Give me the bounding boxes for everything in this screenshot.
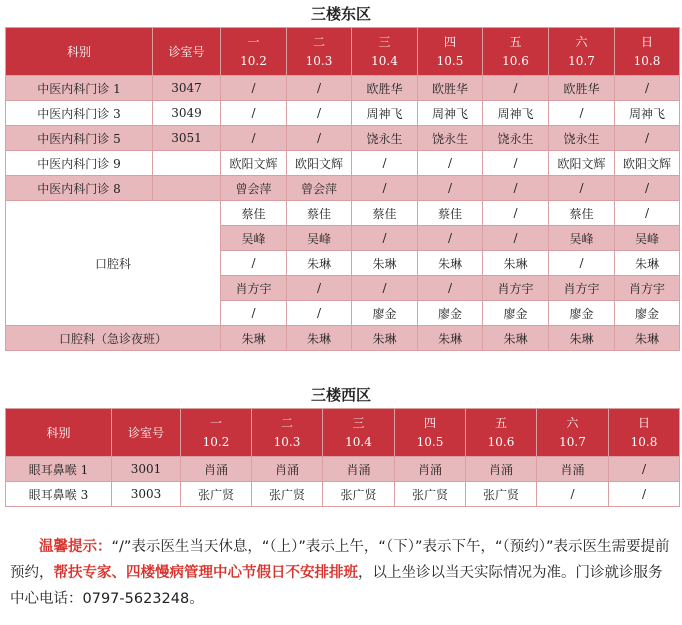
notice-paragraph	[10, 534, 676, 612]
doctor-cell: 欧阳文辉	[549, 151, 615, 176]
doctor-cell: /	[287, 301, 352, 326]
east-section-title: 三楼东区	[310, 5, 371, 23]
doctor-cell: 欧胜华	[352, 76, 418, 101]
table-row	[6, 176, 680, 201]
doctor-cell: /	[221, 126, 287, 151]
doctor-cell: /	[549, 176, 615, 201]
doctor-cell: /	[352, 276, 418, 301]
doctor-cell: 欧阳文辉	[615, 151, 680, 176]
dept-cell: 眼耳鼻喉 3	[6, 482, 112, 507]
room-cell: 3051	[153, 126, 221, 151]
doctor-cell: /	[483, 201, 549, 226]
night-dept-cell: 口腔科（急诊夜班）	[6, 326, 221, 351]
doctor-cell: 朱琳	[221, 326, 287, 351]
doctor-cell: 蔡佳	[287, 201, 352, 226]
day-header: 四 10.5	[418, 28, 483, 76]
doctor-cell: 周神飞	[615, 101, 680, 126]
table-row	[6, 201, 680, 226]
doctor-cell: 吴峰	[287, 226, 352, 251]
doctor-cell: 肖方宇	[615, 276, 680, 301]
room-cell: 3049	[153, 101, 221, 126]
doctor-cell: 肖方宇	[549, 276, 615, 301]
dept-header: 科别	[6, 28, 153, 76]
doctor-cell: 朱琳	[615, 251, 680, 276]
doctor-cell: 欧阳文辉	[287, 151, 352, 176]
doctor-cell: 吴峰	[549, 226, 615, 251]
doctor-cell: 肖方宇	[483, 276, 549, 301]
doctor-cell: 饶永生	[352, 126, 418, 151]
doctor-cell: 欧胜华	[549, 76, 615, 101]
doctor-cell: /	[537, 482, 609, 507]
notice-highlight: 帮扶专家、四楼慢病管理中心节假日不安排排班	[53, 565, 358, 581]
table-row	[6, 101, 680, 126]
doctor-cell: /	[221, 101, 287, 126]
oral-dept-cell: 口腔科	[6, 201, 221, 326]
doctor-cell: 欧胜华	[418, 76, 483, 101]
doctor-cell: 饶永生	[483, 126, 549, 151]
dept-cell: 中医内科门诊 1	[6, 76, 153, 101]
doctor-cell: 朱琳	[287, 326, 352, 351]
doctor-cell: 廖金	[352, 301, 418, 326]
doctor-cell: /	[483, 226, 549, 251]
table-row	[6, 76, 680, 101]
doctor-cell: 蔡佳	[221, 201, 287, 226]
day-header: 六 10.7	[537, 409, 609, 457]
room-cell	[153, 151, 221, 176]
table-row	[6, 326, 680, 351]
day-header: 五 10.6	[466, 409, 537, 457]
doctor-cell: 肖涌	[537, 457, 609, 482]
doctor-cell: /	[615, 76, 680, 101]
doctor-cell: 蔡佳	[549, 201, 615, 226]
room-cell: 3047	[153, 76, 221, 101]
doctor-cell: /	[287, 101, 352, 126]
table-row	[6, 482, 680, 507]
doctor-cell: 廖金	[418, 301, 483, 326]
doctor-cell: 肖涌	[466, 457, 537, 482]
day-header: 二 10.3	[252, 409, 323, 457]
doctor-cell: 肖涌	[323, 457, 395, 482]
table-row	[6, 151, 680, 176]
doctor-cell: 朱琳	[483, 251, 549, 276]
doctor-cell: /	[221, 251, 287, 276]
dept-cell: 中医内科门诊 5	[6, 126, 153, 151]
dept-cell: 眼耳鼻喉 1	[6, 457, 112, 482]
day-header: 五 10.6	[483, 28, 549, 76]
dept-cell: 中医内科门诊 3	[6, 101, 153, 126]
east-schedule-table	[5, 27, 680, 351]
dept-cell: 中医内科门诊 9	[6, 151, 153, 176]
doctor-cell: 朱琳	[418, 251, 483, 276]
doctor-cell: /	[287, 76, 352, 101]
day-header: 六 10.7	[549, 28, 615, 76]
doctor-cell: /	[609, 457, 680, 482]
doctor-cell: /	[352, 226, 418, 251]
doctor-cell: 蔡佳	[418, 201, 483, 226]
doctor-cell: 周神飞	[352, 101, 418, 126]
doctor-cell: /	[287, 126, 352, 151]
doctor-cell: /	[352, 151, 418, 176]
doctor-cell: 朱琳	[287, 251, 352, 276]
notice-label: 温馨提示：	[39, 539, 112, 555]
doctor-cell: /	[418, 276, 483, 301]
doctor-cell: /	[483, 176, 549, 201]
doctor-cell: 周神飞	[483, 101, 549, 126]
west-header-row	[6, 409, 680, 457]
doctor-cell: 肖涌	[395, 457, 466, 482]
doctor-cell: /	[418, 226, 483, 251]
west-section-title: 三楼西区	[310, 386, 371, 404]
room-header: 诊室号	[153, 28, 221, 76]
doctor-cell: 张广贤	[252, 482, 323, 507]
doctor-cell: 张广贤	[181, 482, 252, 507]
doctor-cell: /	[609, 482, 680, 507]
notice-text-end: ，以上坐诊以当天实际情况为准。门诊就诊服务中心电话：0797-5623248。	[10, 565, 663, 607]
doctor-cell: 饶永生	[549, 126, 615, 151]
doctor-cell: 欧阳文辉	[221, 151, 287, 176]
doctor-cell: 朱琳	[418, 326, 483, 351]
room-cell: 3003	[112, 482, 181, 507]
doctor-cell: 廖金	[549, 301, 615, 326]
doctor-cell: /	[221, 76, 287, 101]
day-header: 二 10.3	[287, 28, 352, 76]
doctor-cell: /	[483, 76, 549, 101]
doctor-cell: 朱琳	[615, 326, 680, 351]
doctor-cell: 周神飞	[418, 101, 483, 126]
table-row	[6, 457, 680, 482]
doctor-cell: 朱琳	[549, 326, 615, 351]
east-header-row	[6, 28, 680, 76]
doctor-cell: 朱琳	[352, 251, 418, 276]
doctor-cell: /	[287, 276, 352, 301]
day-header: 三 10.4	[323, 409, 395, 457]
doctor-cell: 曾会萍	[287, 176, 352, 201]
west-schedule-table	[5, 408, 680, 507]
doctor-cell: /	[483, 151, 549, 176]
doctor-cell: 吴峰	[221, 226, 287, 251]
doctor-cell: 蔡佳	[352, 201, 418, 226]
room-cell: 3001	[112, 457, 181, 482]
day-header: 一 10.2	[181, 409, 252, 457]
doctor-cell: 廖金	[615, 301, 680, 326]
day-header: 一 10.2	[221, 28, 287, 76]
doctor-cell: /	[549, 251, 615, 276]
day-header: 日 10.8	[615, 28, 680, 76]
notice-text: “/”表示医生当天休息，“（上）”表示上午，“（下）”表示下午，“（预约）”表示医生需要提前预约，	[10, 539, 670, 581]
doctor-cell: /	[352, 176, 418, 201]
doctor-cell: 张广贤	[466, 482, 537, 507]
day-header: 四 10.5	[395, 409, 466, 457]
doctor-cell: /	[221, 301, 287, 326]
doctor-cell: /	[615, 201, 680, 226]
dept-header: 科别	[6, 409, 112, 457]
doctor-cell: /	[615, 126, 680, 151]
doctor-cell: 曾会萍	[221, 176, 287, 201]
doctor-cell: /	[549, 101, 615, 126]
doctor-cell: 肖方宇	[221, 276, 287, 301]
doctor-cell: 肖涌	[252, 457, 323, 482]
doctor-cell: 饶永生	[418, 126, 483, 151]
dept-cell: 中医内科门诊 8	[6, 176, 153, 201]
doctor-cell: 张广贤	[323, 482, 395, 507]
doctor-cell: 朱琳	[483, 326, 549, 351]
doctor-cell: /	[418, 151, 483, 176]
room-header: 诊室号	[112, 409, 181, 457]
doctor-cell: 张广贤	[395, 482, 466, 507]
doctor-cell: 朱琳	[352, 326, 418, 351]
doctor-cell: /	[418, 176, 483, 201]
table-row	[6, 126, 680, 151]
day-header: 日 10.8	[609, 409, 680, 457]
doctor-cell: 肖涌	[181, 457, 252, 482]
day-header: 三 10.4	[352, 28, 418, 76]
room-cell	[153, 176, 221, 201]
doctor-cell: 吴峰	[615, 226, 680, 251]
doctor-cell: /	[615, 176, 680, 201]
doctor-cell: 廖金	[483, 301, 549, 326]
